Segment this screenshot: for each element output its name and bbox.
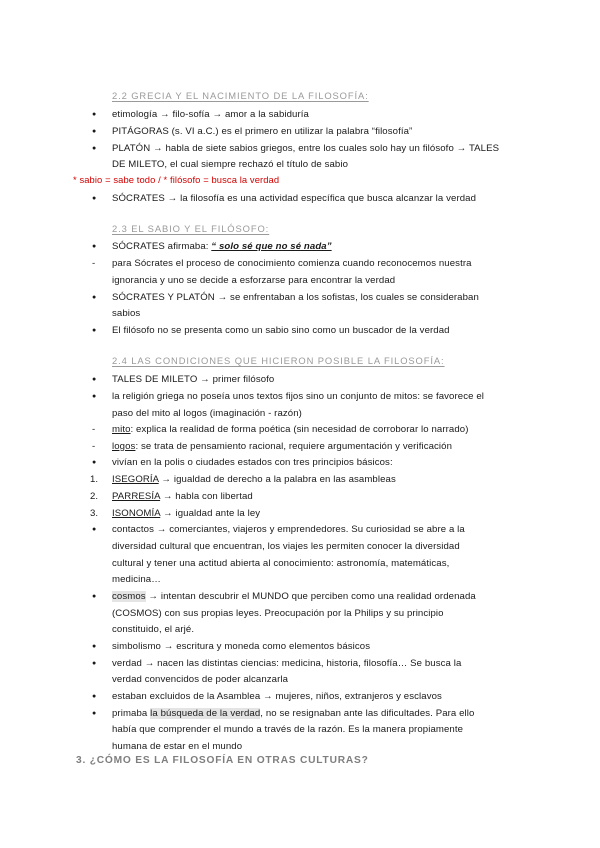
list-item: ● contactos → comerciantes, viajeros y emprendedores. Su curiosidad se abre a la bbox=[90, 521, 526, 540]
list-item-continuation: ignorancia y uno se decide a esforzarse para encontrar la verdad bbox=[112, 275, 396, 286]
list-item: ● simbolismo → escritura y moneda como elementos básicos bbox=[90, 638, 526, 657]
bullet-icon bbox=[90, 238, 112, 257]
dash-icon bbox=[90, 438, 112, 456]
definition-note: * sabio = sabe todo / * filósofo = busca la verdad bbox=[73, 174, 280, 185]
bullet-icon bbox=[90, 638, 112, 657]
numbered-item: 1. ISEGORÍA → igualdad de derecho a la palabra en las asambleas bbox=[90, 474, 396, 485]
numbered-item: 2. PARRESÍA → habla con libertad bbox=[90, 491, 253, 502]
list-item: ● SÓCRATES afirmaba: “ solo sé que no sé nada” bbox=[90, 238, 526, 257]
list-item: ● estaban excluidos de la Asamblea → mujeres, niños, extranjeros y esclavos bbox=[90, 688, 526, 707]
highlight-busqueda: la búsqueda de la verdad bbox=[150, 708, 261, 719]
list-item-continuation: DE MILETO, el cual siempre rechazó el título de sabio bbox=[112, 159, 349, 170]
list-item: ● verdad → nacen las distintas ciencias: medicina, historia, filosofía… Se busca la bbox=[90, 655, 526, 674]
list-item-continuation: humana de estar en el mundo bbox=[112, 741, 243, 752]
term-isegoria: ISEGORÍA bbox=[112, 474, 159, 485]
section-heading-2-4: 2.4 LAS CONDICIONES QUE HICIERON POSIBLE LA FILOSOFÍA: bbox=[112, 355, 445, 366]
list-item: ● PLATÓN → habla de siete sabios griegos, entre los cuales solo hay un filósofo → TALES bbox=[90, 140, 526, 159]
dash-icon bbox=[90, 421, 112, 439]
bullet-icon bbox=[90, 521, 112, 540]
bullet-icon bbox=[90, 454, 112, 473]
list-item-continuation: paso del mito al logos (imaginación - razón) bbox=[112, 408, 302, 419]
list-item-continuation: medicina… bbox=[112, 574, 161, 585]
socrates-quote: “ solo sé que no sé nada” bbox=[211, 241, 332, 252]
bullet-icon bbox=[90, 388, 112, 407]
bullet-icon bbox=[90, 106, 112, 125]
list-item: ● TALES DE MILETO → primer filósofo bbox=[90, 371, 526, 390]
list-item: ● cosmos → intentan descubrir el MUNDO que perciben como una realidad ordenada bbox=[90, 588, 526, 607]
section-heading-2-2: 2.2 GRECIA Y EL NACIMIENTO DE LA FILOSOFÍA: bbox=[112, 90, 369, 101]
list-item-continuation: (COSMOS) con sus propias leyes. Preocupación por la Philips y su principio bbox=[112, 608, 444, 619]
term-logos: logos bbox=[112, 441, 136, 452]
list-item: ● primaba la búsqueda de la verdad, no se resignaban ante las dificultades. Para ello bbox=[90, 705, 526, 724]
highlight-cosmos: cosmos bbox=[112, 591, 146, 602]
term-isonomia: ISONOMÍA bbox=[112, 508, 161, 519]
list-item-continuation: constituido, el arjé. bbox=[112, 624, 195, 635]
section-heading-2-3: 2.3 EL SABIO Y EL FILÓSOFO: bbox=[112, 223, 270, 234]
section-heading-3: 3. ¿CÓMO ES LA FILOSOFÍA EN OTRAS CULTURAS? bbox=[76, 755, 369, 766]
list-item: ● SÓCRATES → la filosofía es una actividad específica que busca alcanzar la verdad bbox=[90, 190, 526, 209]
term-mito: mito bbox=[112, 424, 131, 435]
numbered-item: 3. ISONOMÍA → igualdad ante la ley bbox=[90, 508, 261, 519]
bullet-icon bbox=[90, 588, 112, 607]
list-item: ● PITÁGORAS (s. VI a.C.) es el primero en utilizar la palabra “filosofía” bbox=[90, 123, 526, 142]
list-item-continuation: verdad convencidos de poder alcanzarla bbox=[112, 674, 289, 685]
term-parresia: PARRESÍA bbox=[112, 491, 161, 502]
list-item: ● vivían en la polis o ciudades estados con tres principios básicos: bbox=[90, 454, 526, 473]
list-item: ● El filósofo no se presenta como un sabio sino como un buscador de la verdad bbox=[90, 322, 526, 341]
list-item: - logos: se trata de pensamiento racional, requiere argumentación y verificación bbox=[90, 438, 526, 456]
list-item: ● etimología → filo-sofía → amor a la sabiduría bbox=[90, 106, 526, 125]
list-item-continuation: sabios bbox=[112, 308, 141, 319]
list-item-continuation: cultural y tener una actitud abierta al conocimiento: astronomía, matemáticas, bbox=[112, 558, 450, 569]
bullet-icon bbox=[90, 371, 112, 390]
list-item: ● la religión griega no poseía unos textos fijos sino un conjunto de mitos: se favorece el bbox=[90, 388, 526, 407]
list-item: - para Sócrates el proceso de conocimiento comienza cuando reconocemos nuestra bbox=[90, 255, 526, 273]
list-item-continuation: diversidad cultural que encuentran, los viajes les permiten conocer la diversidad bbox=[112, 541, 460, 552]
bullet-icon bbox=[90, 688, 112, 707]
list-item: ● SÓCRATES Y PLATÓN → se enfrentaban a los sofistas, los cuales se consideraban bbox=[90, 289, 526, 308]
bullet-icon bbox=[90, 123, 112, 142]
bullet-icon bbox=[90, 322, 112, 341]
list-item-continuation: había que comprender el mundo a través de la razón. Es la manera propiamente bbox=[112, 724, 464, 735]
dash-icon bbox=[90, 255, 112, 273]
bullet-icon bbox=[90, 190, 112, 209]
list-item: - mito: explica la realidad de forma poética (sin necesidad de corroborar lo narrado) bbox=[90, 421, 526, 439]
